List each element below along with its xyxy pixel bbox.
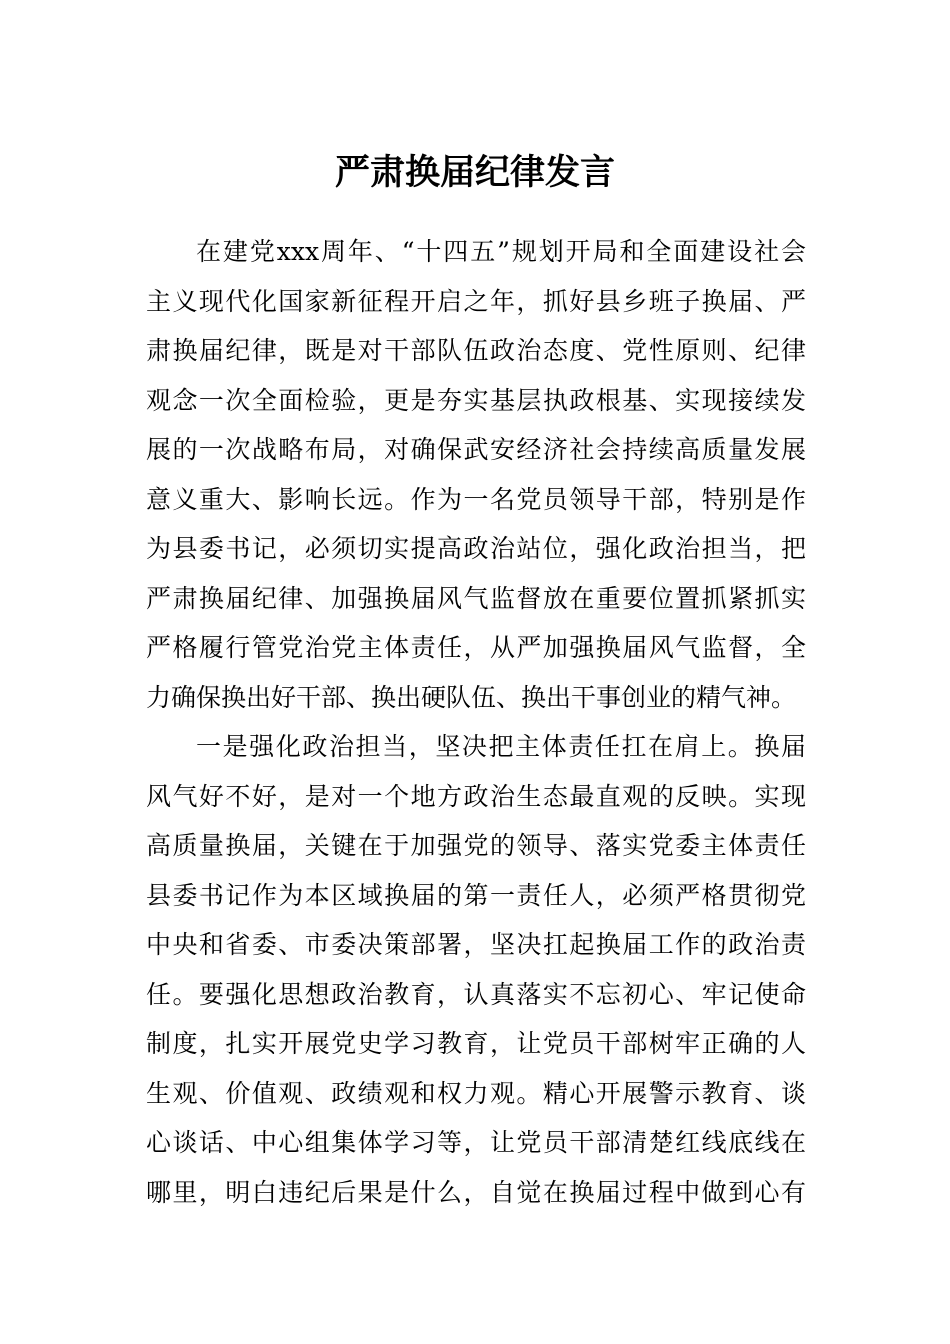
document-body [146,227,806,1217]
paragraph-2-line-7: 制度，扎实开展党史学习教育，让党员干部树牢正确的人 [146,1029,806,1058]
paragraph-2-line-8: 生观、价值观、政绩观和权力观。精心开展警示教育、谈 [146,1078,806,1108]
paragraph-1-line-6: 意义重大、影响长远。作为一名党员领导干部，特别是作 [146,484,806,514]
paragraph-1-line-8: 严肃换届纪律、加强换届风气监督放在重要位置抓紧抓实 [146,583,806,613]
paragraph-1-line-2: 主义现代化国家新征程开启之年，抓好县乡班子换届、严 [146,286,806,316]
paragraph-1-line-9: 严格履行管党治党主体责任，从严加强换届风气监督，全 [146,633,806,662]
paragraph-1-line-10: 力确保换出好干部、换出硬队伍、换出干事创业的精气神。 [146,682,797,712]
paragraph-1-line-3: 肃换届纪律，既是对干部队伍政治态度、党性原则、纪律 [146,336,806,365]
paragraph-2-line-5: 中央和省委、市委决策部署，坚决扛起换届工作的政治责 [146,930,806,959]
paragraph-1-line-7: 为县委书记，必须切实提高政治站位，强化政治担当，把 [146,534,806,563]
paragraph-1-line-1: 在建党xxx周年、“十四五”规划开局和全面建设社会 [196,237,806,266]
paragraph-2-line-10: 哪里，明白违纪后果是什么，自觉在换届过程中做到心有 [146,1177,806,1207]
paragraph-1-line-5: 展的一次战略布局，对确保武安经济社会持续高质量发展 [146,435,806,464]
paragraph-2-line-4: 县委书记作为本区域换届的第一责任人，必须严格贯彻党 [146,880,806,910]
paragraph-2-line-9: 心谈话、中心组集体学习等，让党员干部清楚红线底线在 [146,1128,806,1157]
document-title: 严肃换届纪律发言 [334,152,615,193]
paragraph-1-line-4: 观念一次全面检验，更是夯实基层执政根基、实现接续发 [146,385,806,415]
paragraph-2-line-3: 高质量换届，关键在于加强党的领导、落实党委主体责任 [146,831,806,860]
paragraph-2-line-1: 一是强化政治担当，坚决把主体责任扛在肩上。换届 [196,732,806,761]
paragraph-2-line-6: 任。要强化思想政治教育，认真落实不忘初心、牢记使命 [146,979,806,1009]
paragraph-2-line-2: 风气好不好，是对一个地方政治生态最直观的反映。实现 [146,781,806,811]
